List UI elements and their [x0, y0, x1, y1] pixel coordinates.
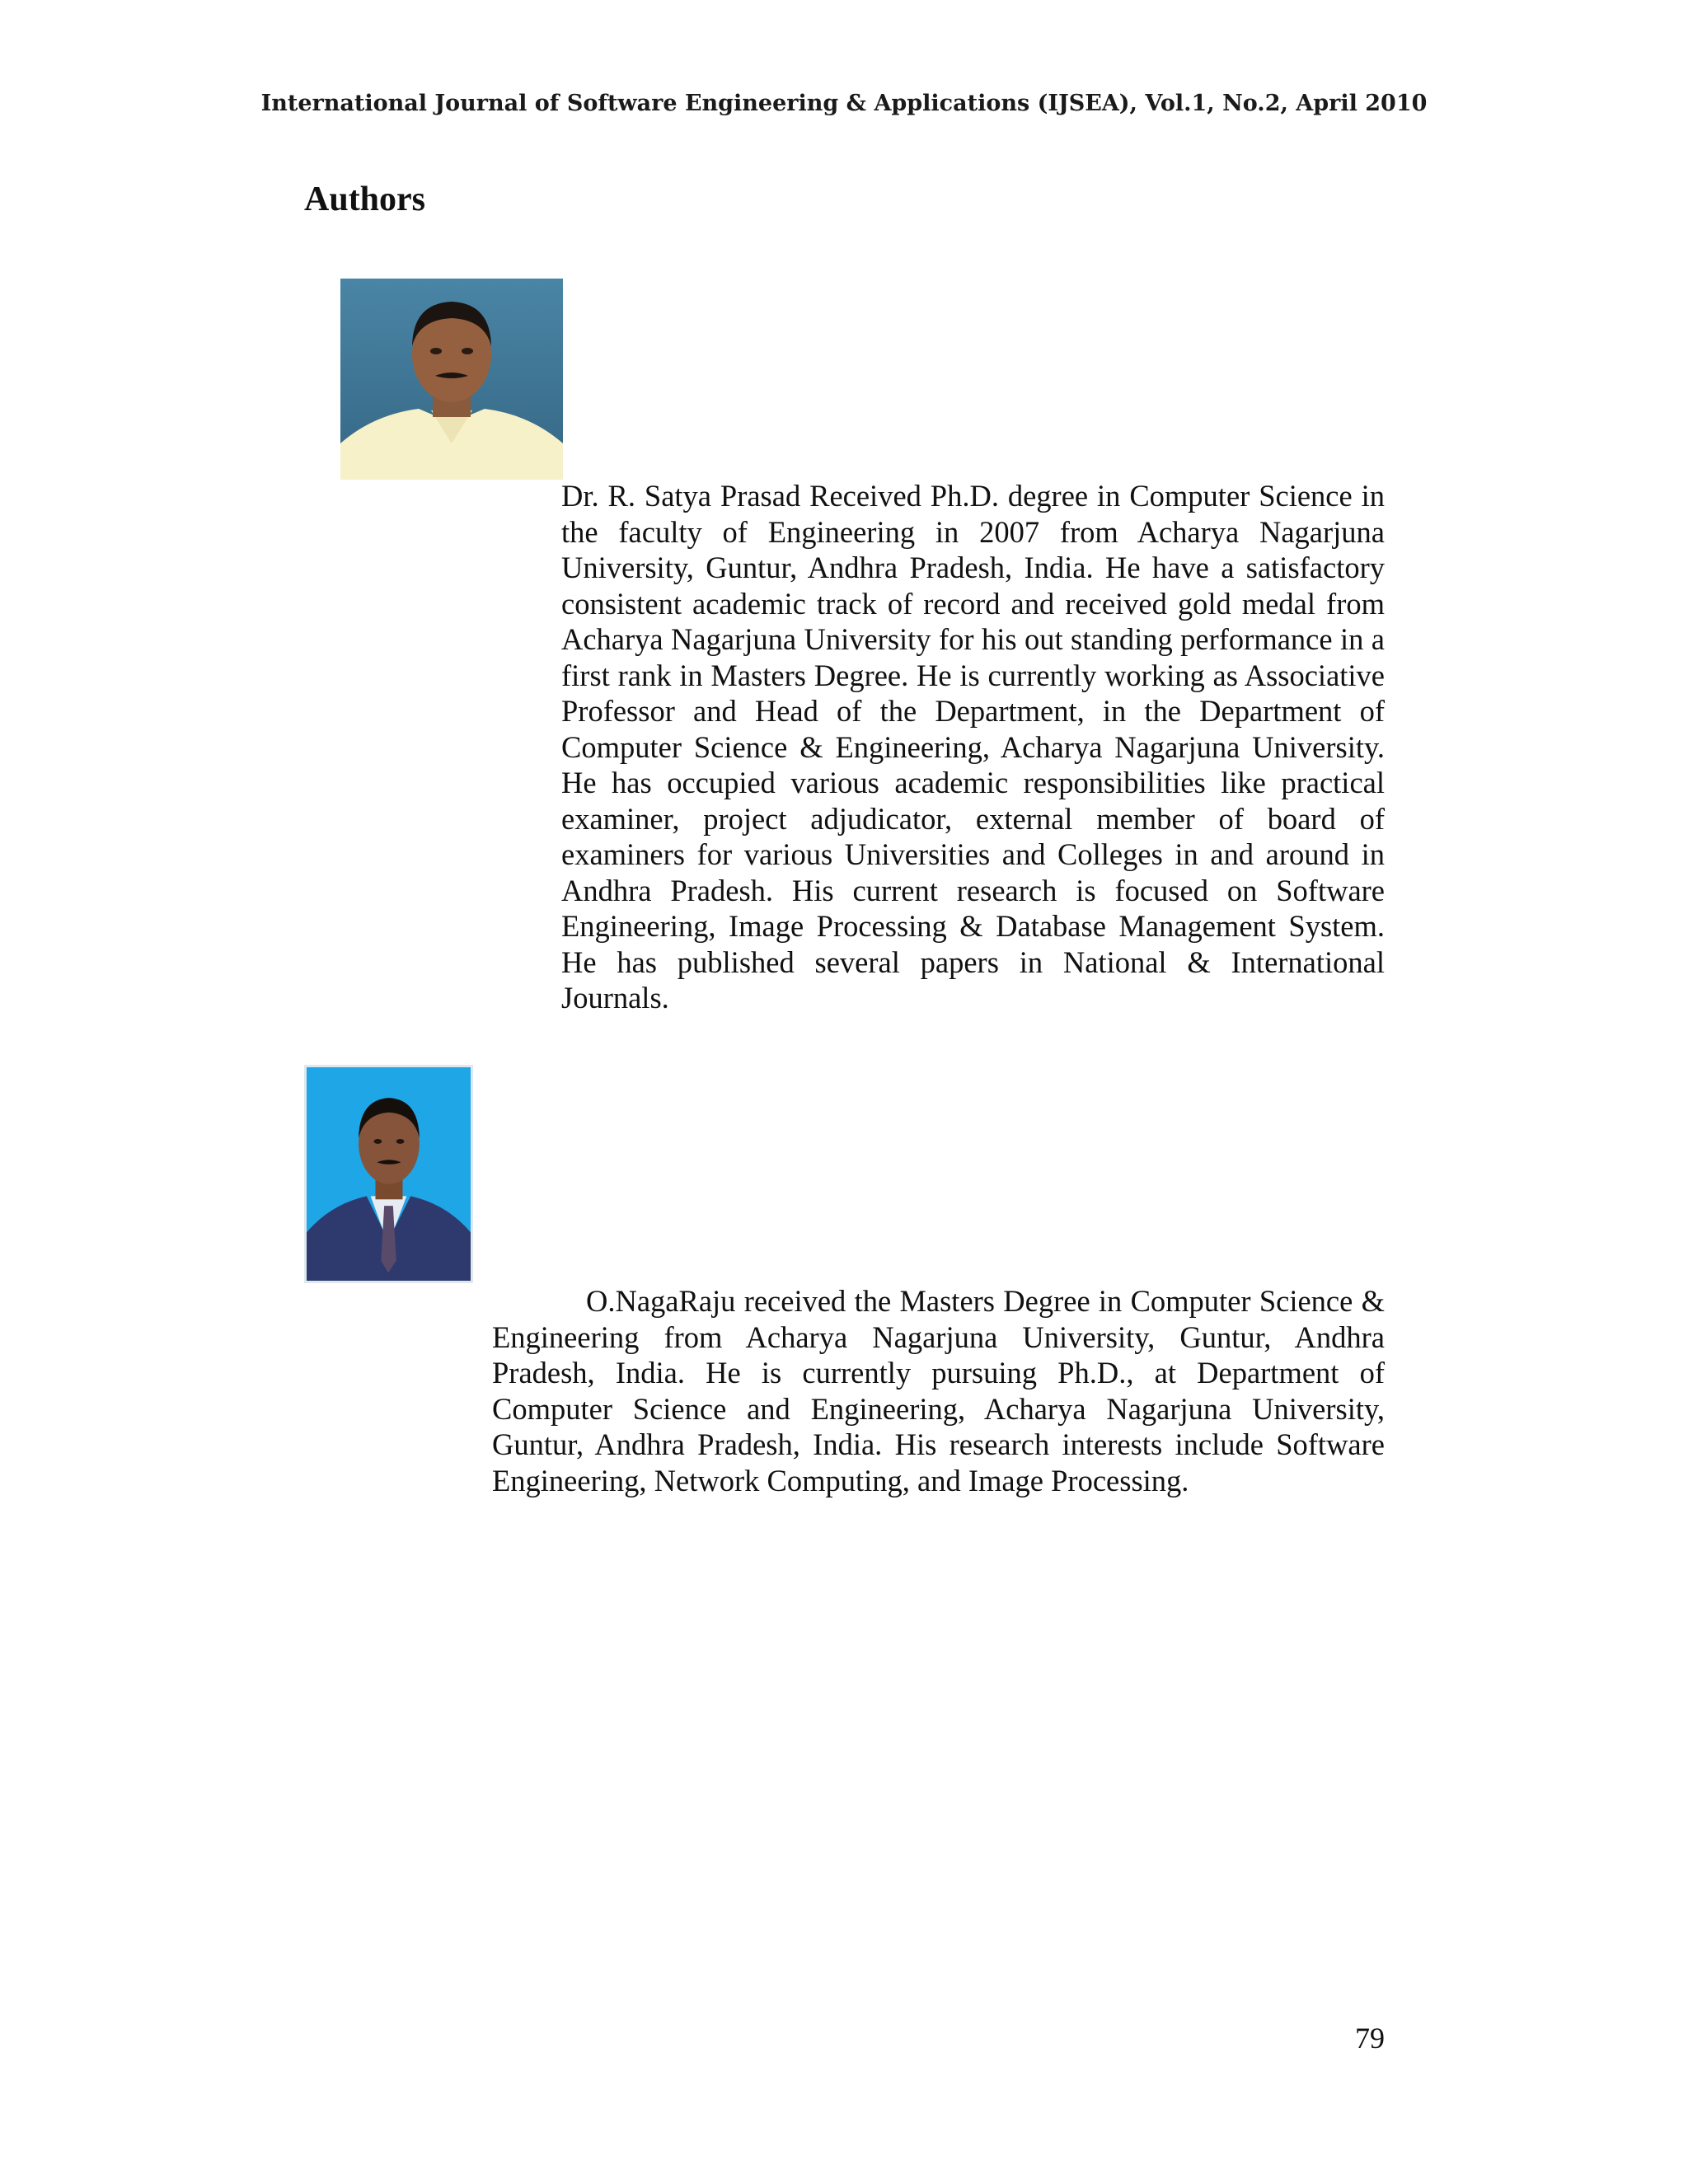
section-heading: Authors: [304, 180, 426, 218]
author-2-photo: [304, 1065, 473, 1283]
running-header: International Journal of Software Engineering & Applications (IJSEA), Vol.1, No.2, April 2010: [260, 91, 1428, 116]
author-1-photo: [340, 279, 563, 480]
author-portrait-1-icon: [340, 279, 563, 480]
author-1-bio: Dr. R. Satya Prasad Received Ph.D. degree in Computer Science in the faculty of Engineering in 2007 from Acharya Nagarjuna University, Guntur, Andhra Pradesh, India. He have a satisfactory consistent academic track of record and received gold medal from Acharya Nagarjuna University for his out standing performance in a first rank in Masters Degree. He is currently working as Associative Professor and Head of the Department, in the Department of Computer Science & Engineering, Acharya Nagarjuna University. He has occupied various academic responsibilities like practical examiner, project adjudicator, external member of board of examiners for various Universities and Colleges in and around in Andhra Pradesh. His current research is focused on Software Engineering, Image Processing & Database Management System. He has published several papers in National & International Journals.: [561, 479, 1385, 1015]
author-portrait-2-icon: [307, 1067, 471, 1281]
author-2-bio: O.NagaRaju received the Masters Degree in Computer Science & Engineering from Acharya Nagarjuna University, Guntur, Andhra Pradesh, India. He is currently pursuing Ph.D., at Department of Computer Science and Engineering, Acharya Nagarjuna University, Guntur, Andhra Pradesh, India. His research interests include Software Engineering, Network Computing, and Image Processing.: [492, 1284, 1385, 1497]
page-number: 79: [1355, 2022, 1385, 2055]
